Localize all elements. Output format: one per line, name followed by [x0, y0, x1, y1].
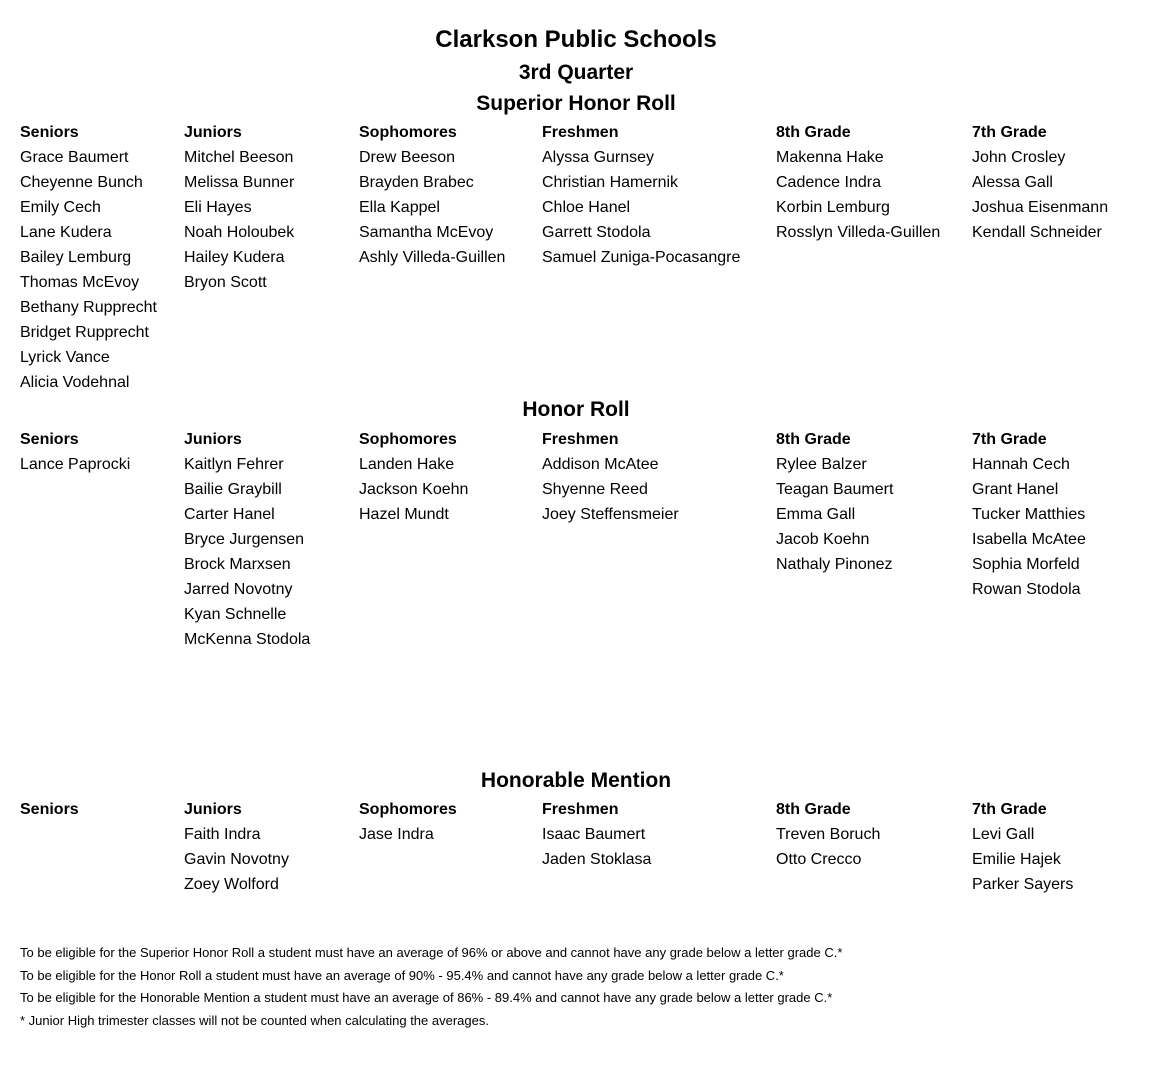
student-name: Brayden Brabec	[359, 174, 474, 191]
student-name: Alyssa Gurnsey	[542, 149, 655, 166]
student-name: Alessa Gall	[972, 174, 1053, 191]
grade-column	[542, 427, 679, 527]
grade-header: 8th Grade	[776, 431, 851, 448]
student-name: Ashly Villeda-Guillen	[359, 249, 506, 266]
student-name: John Crosley	[972, 149, 1066, 166]
student-name: Bryce Jurgensen	[184, 531, 305, 548]
student-name: Cheyenne Bunch	[20, 174, 143, 191]
eligibility-notes	[20, 942, 1120, 1032]
student-name: Addison McAtee	[542, 456, 659, 473]
student-name: Drew Beeson	[359, 149, 456, 166]
grade-column	[20, 427, 130, 477]
student-name: Christian Hamernik	[542, 174, 679, 191]
student-list	[776, 452, 893, 577]
note-superior: To be eligible for the Superior Honor Roll a student must have an average of 96% or above and cannot have any grade below a letter grade C.*	[20, 945, 843, 960]
student-name: Bryon Scott	[184, 274, 267, 291]
student-name: Shyenne Reed	[542, 481, 648, 498]
student-name: Bailie Graybill	[184, 481, 282, 498]
student-list	[359, 452, 468, 527]
student-name: Isabella McAtee	[972, 531, 1086, 548]
superior-honor-roll-title: Superior Honor Roll	[476, 92, 676, 115]
student-name: Jase Indra	[359, 826, 434, 843]
student-list	[184, 145, 294, 295]
student-list	[972, 145, 1108, 245]
student-list	[359, 145, 505, 270]
student-name: Brock Marxsen	[184, 556, 291, 573]
student-name: Ella Kappel	[359, 199, 440, 216]
student-list	[20, 452, 130, 477]
student-list	[972, 452, 1086, 602]
student-name: Joshua Eisenmann	[972, 199, 1109, 216]
student-name: Jacob Koehn	[776, 531, 870, 548]
student-name: Zoey Wolford	[184, 876, 279, 893]
grade-header: Juniors	[184, 431, 242, 448]
grade-column	[776, 797, 880, 872]
student-name: Jackson Koehn	[359, 481, 469, 498]
student-list	[184, 822, 289, 897]
student-name: Alicia Vodehnal	[20, 374, 130, 391]
student-name: Rylee Balzer	[776, 456, 867, 473]
student-list	[542, 145, 740, 270]
student-name: Samantha McEvoy	[359, 224, 494, 241]
grade-column	[542, 120, 740, 270]
student-list	[184, 452, 310, 652]
student-name: Gavin Novotny	[184, 851, 289, 868]
student-name: Bethany Rupprecht	[20, 299, 157, 316]
student-name: Treven Boruch	[776, 826, 881, 843]
student-name: Levi Gall	[972, 826, 1035, 843]
student-list	[359, 822, 457, 847]
student-name: Lane Kudera	[20, 224, 112, 241]
student-name: Landen Hake	[359, 456, 455, 473]
student-list	[542, 822, 651, 872]
grade-header: Seniors	[20, 801, 79, 818]
student-name: Noah Holoubek	[184, 224, 295, 241]
grade-header: Sophomores	[359, 124, 457, 141]
school-title: Clarkson Public Schools	[435, 26, 717, 53]
grade-header: Sophomores	[359, 801, 457, 818]
grade-header: Freshmen	[542, 801, 619, 818]
student-name: Tucker Matthies	[972, 506, 1086, 523]
student-name: Carter Hanel	[184, 506, 275, 523]
grade-header: Sophomores	[359, 431, 457, 448]
student-name: Sophia Morfeld	[972, 556, 1080, 573]
student-name: Emily Cech	[20, 199, 101, 216]
student-name: Mitchel Beeson	[184, 149, 294, 166]
grade-header: 7th Grade	[972, 431, 1047, 448]
student-name: Parker Sayers	[972, 876, 1074, 893]
student-name: Bailey Lemburg	[20, 249, 132, 266]
student-name: Emma Gall	[776, 506, 856, 523]
honor-roll-title: Honor Roll	[522, 398, 630, 421]
student-name: Hannah Cech	[972, 456, 1070, 473]
student-list	[542, 452, 679, 527]
student-name: Kaitlyn Fehrer	[184, 456, 284, 473]
student-list	[776, 145, 940, 245]
grade-column	[184, 120, 294, 295]
grade-header: Seniors	[20, 124, 79, 141]
grade-header: 7th Grade	[972, 801, 1047, 818]
grade-column	[359, 120, 505, 270]
student-name: Faith Indra	[184, 826, 261, 843]
student-name: Joey Steffensmeier	[542, 506, 679, 523]
grade-header: Freshmen	[542, 124, 619, 141]
grade-header: 8th Grade	[776, 124, 851, 141]
grade-header: Juniors	[184, 124, 242, 141]
grade-header: Juniors	[184, 801, 242, 818]
student-name: Lyrick Vance	[20, 349, 110, 366]
student-name: Hailey Kudera	[184, 249, 285, 266]
grade-column	[972, 797, 1073, 897]
student-name: Melissa Bunner	[184, 174, 295, 191]
grade-column	[20, 797, 79, 822]
student-name: Jaden Stoklasa	[542, 851, 652, 868]
student-name: Thomas McEvoy	[20, 274, 140, 291]
note-honorable-mention: To be eligible for the Honorable Mention a student must have an average of 86% - 89.4% and cannot have any grade below a letter grade C.*	[20, 990, 833, 1005]
grade-column	[776, 120, 940, 245]
student-name: Samuel Zuniga-Pocasangre	[542, 249, 741, 266]
student-name: Grant Hanel	[972, 481, 1059, 498]
grade-column	[359, 427, 468, 527]
grade-column	[972, 120, 1108, 245]
student-name: Cadence Indra	[776, 174, 881, 191]
grade-column	[776, 427, 893, 577]
student-name: Makenna Hake	[776, 149, 884, 166]
student-name: Otto Crecco	[776, 851, 862, 868]
student-name: McKenna Stodola	[184, 631, 311, 648]
note-honor-roll: To be eligible for the Honor Roll a student must have an average of 90% - 95.4% and cannot have any grade below a letter grade C.*	[20, 967, 784, 983]
student-name: Emilie Hajek	[972, 851, 1061, 868]
grade-header: 7th Grade	[972, 124, 1047, 141]
grade-header: Freshmen	[542, 431, 619, 448]
student-name: Rosslyn Villeda-Guillen	[776, 224, 941, 241]
student-list	[972, 822, 1073, 897]
student-name: Nathaly Pinonez	[776, 556, 893, 573]
student-name: Lance Paprocki	[20, 456, 131, 473]
student-name: Rowan Stodola	[972, 581, 1081, 598]
student-name: Eli Hayes	[184, 199, 252, 216]
student-name: Isaac Baumert	[542, 826, 646, 843]
grade-header: Seniors	[20, 431, 79, 448]
student-name: Jarred Novotny	[184, 581, 293, 598]
grade-column	[20, 120, 157, 395]
student-list	[776, 822, 880, 872]
student-name: Kendall Schneider	[972, 224, 1102, 241]
student-name: Teagan Baumert	[776, 481, 894, 498]
grade-column	[542, 797, 651, 872]
grade-column	[359, 797, 457, 847]
student-name: Grace Baumert	[20, 149, 129, 166]
honorable-mention-title: Honorable Mention	[480, 769, 672, 792]
student-name: Hazel Mundt	[359, 506, 449, 523]
grade-column	[972, 427, 1086, 602]
student-name: Korbin Lemburg	[776, 199, 890, 216]
grade-column	[184, 427, 310, 652]
note-junior-high: * Junior High trimester classes will not be counted when calculating the averages.	[20, 1012, 489, 1028]
quarter-title: 3rd Quarter	[518, 61, 634, 84]
student-name: Chloe Hanel	[542, 199, 631, 216]
student-name: Bridget Rupprecht	[20, 324, 149, 341]
student-name: Garrett Stodola	[542, 224, 651, 241]
grade-header: 8th Grade	[776, 801, 851, 818]
grade-column	[184, 797, 289, 897]
student-list	[20, 145, 157, 395]
student-name: Kyan Schnelle	[184, 606, 287, 623]
